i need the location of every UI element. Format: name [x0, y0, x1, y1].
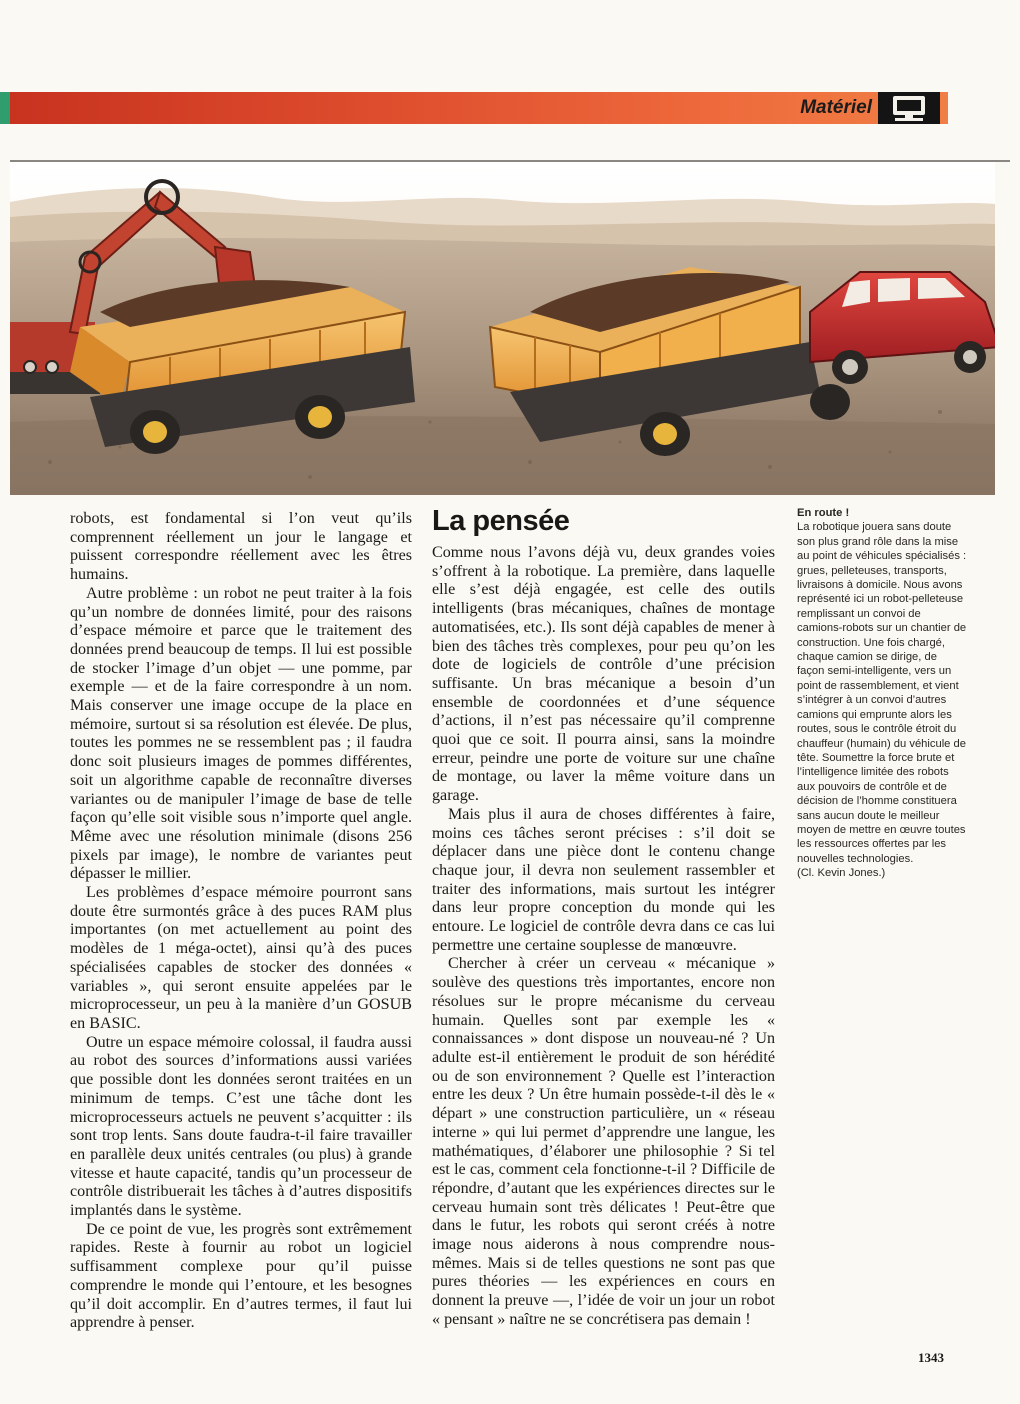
illustration-robot-trucks [10, 162, 995, 495]
section-label: Matériel [800, 97, 872, 118]
article-paragraph: Outre un espace mémoire colossal, il faudra aussi au robot des sources d’informations aussi variées que possible dont les données seront traitées en un minimum de temps. C’est une tâche dont les microprocesseurs actuels ne peuvent s’acquitter : ils sont trop lents. Sans doute faudra-t-il faire travailler en parallèle deux unités centrales (ou plus) à grande vitesse et haute capacité, tandis qu’un processeur de contrôle distribuerait les tâches à d’autres dispositifs implantés dans le système. [70, 1033, 412, 1220]
illustration-caption [797, 506, 967, 881]
caption-title: En route ! [797, 507, 850, 519]
article-paragraph: robots, est fondamental si l’on veut qu’ils comprennent réellement un jour le langage et puissent correspondre réellement avec les êtres humains. [70, 510, 412, 584]
article-paragraph: De ce point de vue, les progrès sont extrêmement rapides. Reste à fournir au robot un logiciel suffisamment complexe pour qu’il puisse comprendre le monde qui l’entoure, et les besognes qu’il doit accomplir. En d’autres termes, il faut lui apprendre à penser. [70, 1220, 412, 1332]
caption-text: La robotique jouera sans doute son plus grand rôle dans la mise au point de véhicules spécialisés : grues, pelleteuses, transports, livraisons à domicile. Nous avons représenté ici un robot-pelleteuse remplissant un convoi de camions-robots sur un chantier de construction. Une fois chargé, chaque camion se dirige, de façon semi-intelligente, vers un point de rassemblement, et vient s’intégrer à un convoi d’autres camions qui emprunte alors les routes, sous le contrôle étroit du chauffeur (humain) du véhicule de tête. Soumettre la force brute et l’intelligence limitée des robots aux pouvoirs de contrôle et de décision de l’homme constituera sans aucun doute le meilleur moyen de mettre en œuvre toutes les ressources offertes par les nouvelles technologies. [797, 521, 967, 865]
caption-credit: (Cl. Kevin Jones.) [797, 867, 886, 880]
article-paragraph: Chercher à créer un cerveau « mécanique » soulève des questions très importantes, encore non résolues sur le propre mécanisme du cerveau humain. Quelles sont par exemple les « connaissances » dont dispose un nouveau-né ? Un adulte est-il entièrement le produit de son hérédité ou de son environnement ? Quelle est l’interaction entre les deux ? Un être humain possède-t-il dès le « départ » une construction particulière, un « réseau interne » qui lui permet d’apprendre une langue, les mathématiques, d’élaborer une philosophie ? Si tel est le cas, comment cela fonctionne-t-il ? Difficile de répondre, d’autant que les expériences directes sur le cerveau humain sont très délicates ! Peut-être que dans le futur, les robots qui seront créés à notre image nous aiderons à nous comprendre nous-mêmes. Mais si de telles questions ne sont pas que pures théories — les expériences en cours en donnent la preuve —, l’idée de voir un jour un robot « pensant » naître ne se concrétisera pas demain ! [432, 955, 775, 1328]
article-paragraph: Mais plus il aura de choses différentes à faire, moins ces tâches seront précises : s’il doit se déplacer dans une pièce dont le contenu change chaque jour, il devra non seulement rassembler et traiter des informations, mais surtout les intégrer dans leur propre conception du monde qui les entoure. Le logiciel de contrôle devra dans ce cas lui permettre une certaine souplesse de manœuvre. [432, 805, 775, 954]
article-paragraph: Autre problème : un robot ne peut traiter à la fois qu’un nombre de données limité, pour des raisons d’espace mémoire et parce que le traitement des données prend beaucoup de temps. Il lui est possible de stocker l’image d’un objet — une pomme, par exemple — et de la faire correspondre à un nom. Mais conserver une image occupe de la place en mémoire, surtout si sa résolution est élevée. De plus, toutes les pommes ne se ressemblent pas ; il faudra donc soit plusieurs images de pommes différentes, soit un algorithme capable de reconnaître diverses variantes ou de manipuler l’image de base de telle façon qu’elle soit visible sous n’importe quel angle. Même avec une résolution minimale (disons 256 pixels par image), le nombre de variantes peut dépasser le millier. [70, 584, 412, 883]
section-banner [10, 92, 948, 124]
color-tab [0, 92, 10, 124]
page-number: 1343 [918, 1350, 944, 1365]
article-paragraph: Comme nous l’avons déjà vu, deux grandes voies s’offrent à la robotique. La première, dans laquelle elle s’est déjà engagée, est celle des outils intelligents (bras mécaniques, chaînes de montage automatisées, etc.). Ils sont déjà capables de mener à bien des tâches très complexes, pour peu qu’on les dote de logiciels de contrôle d’une précision suffisante. Un bras mécanique a besoin d’un ensemble de coordonnées et d’une séquence d’actions, il n’est pas nécessaire qu’il comprenne quoi que ce soit. Il pourra ainsi, sans la moindre erreur, peindre une porte de voiture sur une chaîne de montage, ou laver la même voiture dans un garage. [432, 544, 775, 805]
section-heading: La pensée [432, 505, 570, 537]
article-left-column [70, 510, 412, 1333]
article-middle-column [432, 544, 775, 1330]
article-paragraph: Les problèmes d’espace mémoire pourront sans doute être surmontés grâce à des puces RAM plus importantes (on met actuellement au point des modèles de 1 méga-octet), ainsi qu’à des puces spécialisées capables de stocker des données « variables », qui seront ensuite appelées par le microprocesseur, un peu à la manière d’un GOSUB en BASIC. [70, 884, 412, 1032]
computer-monitor-icon [878, 92, 940, 124]
